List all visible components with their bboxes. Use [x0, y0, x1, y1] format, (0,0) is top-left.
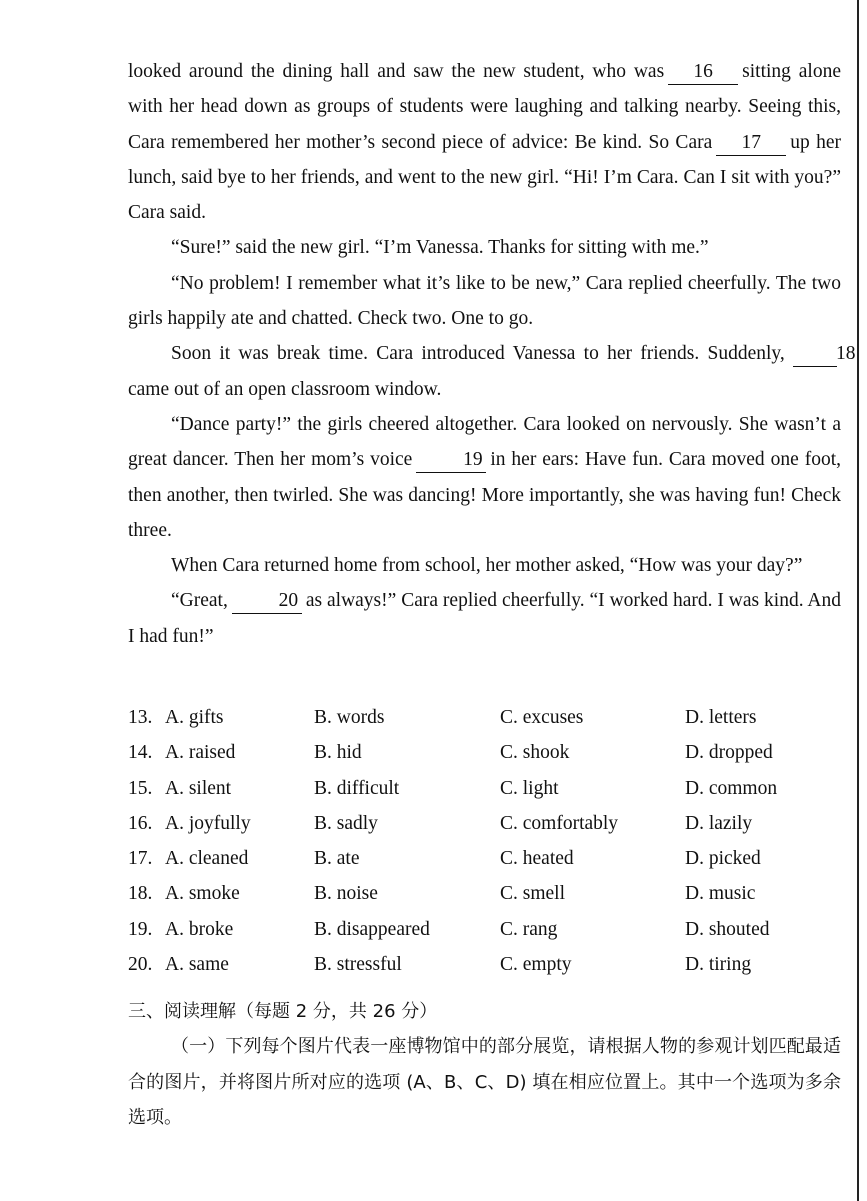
reading-section [128, 994, 841, 1135]
option-b: B. words [314, 707, 385, 728]
option-a: A. gifts [165, 707, 224, 728]
section-heading: 三、阅读理解（每题 2 分，共 26 分） [128, 1001, 438, 1022]
blank-20: 20 [232, 589, 302, 614]
option-d: D. dropped [685, 742, 773, 764]
option-c: C. light [500, 777, 559, 799]
option-d: D. picked [685, 848, 761, 870]
option-d: D. letters [685, 707, 757, 728]
option-c: C. heated [500, 848, 574, 870]
option-row [128, 947, 848, 982]
passage-paragraph-4 [128, 336, 856, 407]
passage-text: up her lunch, said bye to her friends, and went to the new girl. “Hi! I’m Cara. Can I sit with you?” Cara said. [128, 131, 841, 224]
option-b: B. sadly [314, 812, 378, 834]
option-d: D. lazily [685, 812, 753, 834]
option-a: A. same [165, 954, 229, 976]
question-number: 15. [128, 777, 153, 799]
option-b: B. hid [314, 742, 362, 764]
blank-19: 19 [416, 448, 486, 473]
option-row [128, 735, 848, 770]
question-number: 20. [128, 954, 153, 976]
passage-text: in her ears: Have fun. Cara moved one foot, then another, then twirled. She was dancing! More importantly, she was having fun! Check three. [128, 449, 841, 541]
passage-text: “Dance party!” the girls cheered altogether. Cara looked on nervously. She wasn’t a great dancer. Then her mom’s voice [128, 413, 841, 471]
option-c: C. comfortably [500, 812, 619, 834]
passage-paragraph-6: When Cara returned home from school, her mother asked, “How was your day?” [171, 555, 803, 577]
option-row [128, 876, 848, 911]
option-d: D. shouted [685, 918, 770, 940]
option-a: A. cleaned [165, 848, 249, 870]
option-c: C. shook [500, 742, 570, 764]
option-b: B. ate [314, 848, 360, 870]
passage-paragraph-1 [128, 54, 841, 230]
page-edge-line [857, 0, 859, 1201]
option-c: C. excuses [500, 707, 584, 728]
passage-text: looked around the dining hall and saw the new student, who was [128, 61, 665, 82]
passage-text: sitting alone with her head down as groups of students were laughing and talking nearby. Seeing this, Cara remembered her mother’s second piece of advice: Be kind. So Cara [128, 61, 841, 153]
blank-17: 17 [716, 131, 786, 156]
option-a: A. broke [165, 918, 234, 940]
option-a: A. joyfully [165, 812, 251, 834]
option-a: A. smoke [165, 883, 240, 905]
passage-text: came out of an open classroom window. [128, 378, 442, 400]
option-row [128, 700, 848, 735]
question-number: 18. [128, 883, 153, 905]
option-b: B. noise [314, 883, 378, 905]
question-number: 14. [128, 742, 153, 764]
option-d: D. music [685, 883, 756, 905]
section-instruction: （一）下列每个图片代表一座博物馆中的部分展览，请根据人物的参观计划匹配最适合的图片，并将图片所对应的选项 (A、B、C、D) 填在相应位置上。其中一个选项为多余选项。 [128, 1036, 841, 1128]
blank-16: 16 [668, 60, 738, 85]
question-number: 16. [128, 812, 153, 834]
passage-paragraph-5 [128, 407, 841, 548]
passage-text: Soon it was break time. Cara introduced Vanessa to her friends. Suddenly, [171, 343, 785, 365]
question-number: 19. [128, 918, 153, 940]
option-b: B. difficult [314, 777, 400, 799]
option-row [128, 771, 848, 806]
option-d: D. common [685, 777, 778, 799]
passage-paragraph-7 [128, 583, 841, 654]
passage-paragraph-3: “No problem! I remember what it’s like to be new,” Cara replied cheerfully. The two girls happily ate and chatted. Check two. One to go. [128, 272, 841, 330]
option-row [128, 841, 848, 876]
question-number: 17. [128, 848, 153, 870]
option-row [128, 912, 848, 947]
blank-18: 18 [793, 342, 837, 367]
option-row [128, 806, 848, 841]
passage-paragraph-2: “Sure!” said the new girl. “I’m Vanessa. Thanks for sitting with me.” [171, 237, 709, 259]
option-b: B. disappeared [314, 918, 430, 940]
question-number: 13. [128, 707, 153, 728]
cloze-passage [128, 54, 856, 654]
option-c: C. empty [500, 954, 572, 976]
option-c: C. smell [500, 883, 566, 905]
passage-text: as always!” Cara replied cheerfully. “I worked hard. I was kind. And I had fun!” [128, 590, 841, 647]
option-a: A. raised [165, 742, 236, 764]
option-a: A. silent [165, 777, 232, 799]
option-b: B. stressful [314, 954, 402, 976]
option-c: C. rang [500, 918, 558, 940]
option-d: D. tiring [685, 954, 752, 976]
answer-options-list [128, 700, 848, 982]
passage-text: “Great, [171, 590, 228, 612]
